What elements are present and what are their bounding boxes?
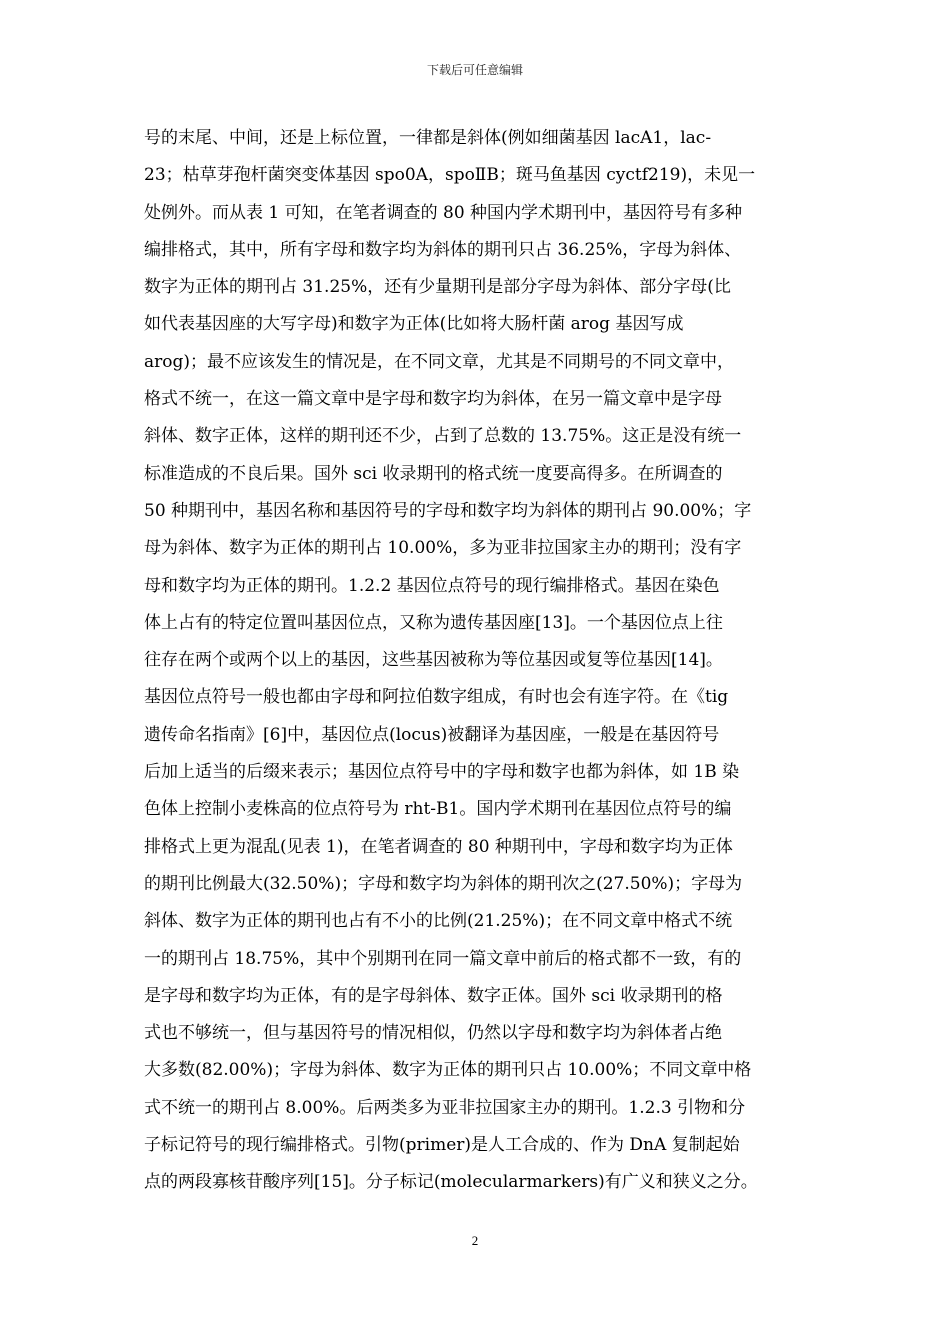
text-line: 斜体、数字正体，这样的期刊还不少，占到了总数的 13.75%。这正是没有统一: [144, 426, 742, 447]
text-line: 处例外。而从表 1 可知，在笔者调查的 80 种国内学术期刊中，基因符号有多种: [144, 202, 743, 223]
text-line: 的期刊比例最大(32.50%)；字母和数字均为斜体的期刊次之(27.50%)；字母为: [144, 873, 743, 894]
text-line: 后加上适当的后缀来表示；基因位点符号中的字母和数字也都为斜体，如 1B 染: [144, 762, 740, 783]
text-line: 如代表基因座的大写字母)和数字为正体(比如将大肠杆菌 arog 基因写成: [144, 314, 684, 335]
text-line: 式也不够统一，但与基因符号的情况相似，仍然以字母和数字均为斜体者占绝: [144, 1023, 722, 1044]
text-line: 基因位点符号一般也都由字母和阿拉伯数字组成，有时也会有连字符。在《tig: [144, 687, 729, 708]
text-line: 母和数字均为正体的期刊。1.2.2 基因位点符号的现行编排格式。基因在染色: [144, 575, 720, 596]
text-line: 50 种期刊中，基因名称和基因符号的字母和数字均为斜体的期刊占 90.00%；字: [144, 500, 752, 521]
text-line: 号的末尾、中间，还是上标位置，一律都是斜体(例如细菌基因 lacA1，lac-: [144, 128, 712, 148]
text-line: 标准造成的不良后果。国外 sci 收录期刊的格式统一度要高得多。在所调查的: [144, 463, 723, 484]
text-line: 体上占有的特定位置叫基因位点，又称为遗传基因座[13]。一个基因位点上往: [144, 612, 723, 633]
text-line: 排格式上更为混乱(见表 1)，在笔者调查的 80 种期刊中，字母和数字均为正体: [144, 836, 733, 857]
text-line: 大多数(82.00%)；字母为斜体、数字为正体的期刊只占 10.00%；不同文章中格: [144, 1060, 752, 1081]
page-header: 下载后可任意编辑: [426, 63, 523, 77]
text-line: 色体上控制小麦株高的位点符号为 rht-B1。国内学术期刊在基因位点符号的编: [144, 799, 732, 820]
text-line: 母为斜体、数字为正体的期刊占 10.00%，多为亚非拉国家主办的期刊；没有字: [144, 538, 742, 559]
page-number: 2: [471, 1233, 479, 1248]
text-line: 数字为正体的期刊占 31.25%，还有少量期刊是部分字母为斜体、部分字母(比: [144, 277, 731, 298]
text-line: 编排格式，其中，所有字母和数字均为斜体的期刊只占 36.25%，字母为斜体、: [144, 239, 742, 260]
text-line: 式不统一的期刊占 8.00%。后两类多为亚非拉国家主办的期刊。1.2.3 引物和分: [144, 1097, 746, 1118]
text-line: 一的期刊占 18.75%，其中个别期刊在同一篇文章中前后的格式都不一致，有的: [144, 948, 742, 969]
text-line: 往存在两个或两个以上的基因，这些基因被称为等位基因或复等位基因[14]。: [144, 650, 723, 671]
body-text: [144, 120, 824, 1202]
text-line: 23；枯草芽孢杆菌突变体基因 spo0A，spoⅡB；斑马鱼基因 cyctf219)，未见一: [144, 165, 756, 186]
text-line: 格式不统一，在这一篇文章中是字母和数字均为斜体，在另一篇文章中是字母: [144, 389, 722, 410]
text-line: 点的两段寡核苷酸序列[15]。分子标记(molecularmarkers)有广义和狭义之分。: [144, 1172, 758, 1193]
text-line: 斜体、数字为正体的期刊也占有不小的比例(21.25%)；在不同文章中格式不统: [144, 911, 733, 932]
text-line: 遗传命名指南》[6]中，基因位点(locus)被翻译为基因座，一般是在基因符号: [144, 724, 720, 745]
text-line: 子标记符号的现行编排格式。引物(primer)是人工合成的、作为 DnA 复制起始: [144, 1135, 740, 1156]
text-line: arog)；最不应该发生的情况是，在不同文章，尤其是不同期号的不同文章中，: [144, 351, 735, 372]
text-line: 是字母和数字均为正体，有的是字母斜体、数字正体。国外 sci 收录期刊的格: [144, 985, 723, 1006]
